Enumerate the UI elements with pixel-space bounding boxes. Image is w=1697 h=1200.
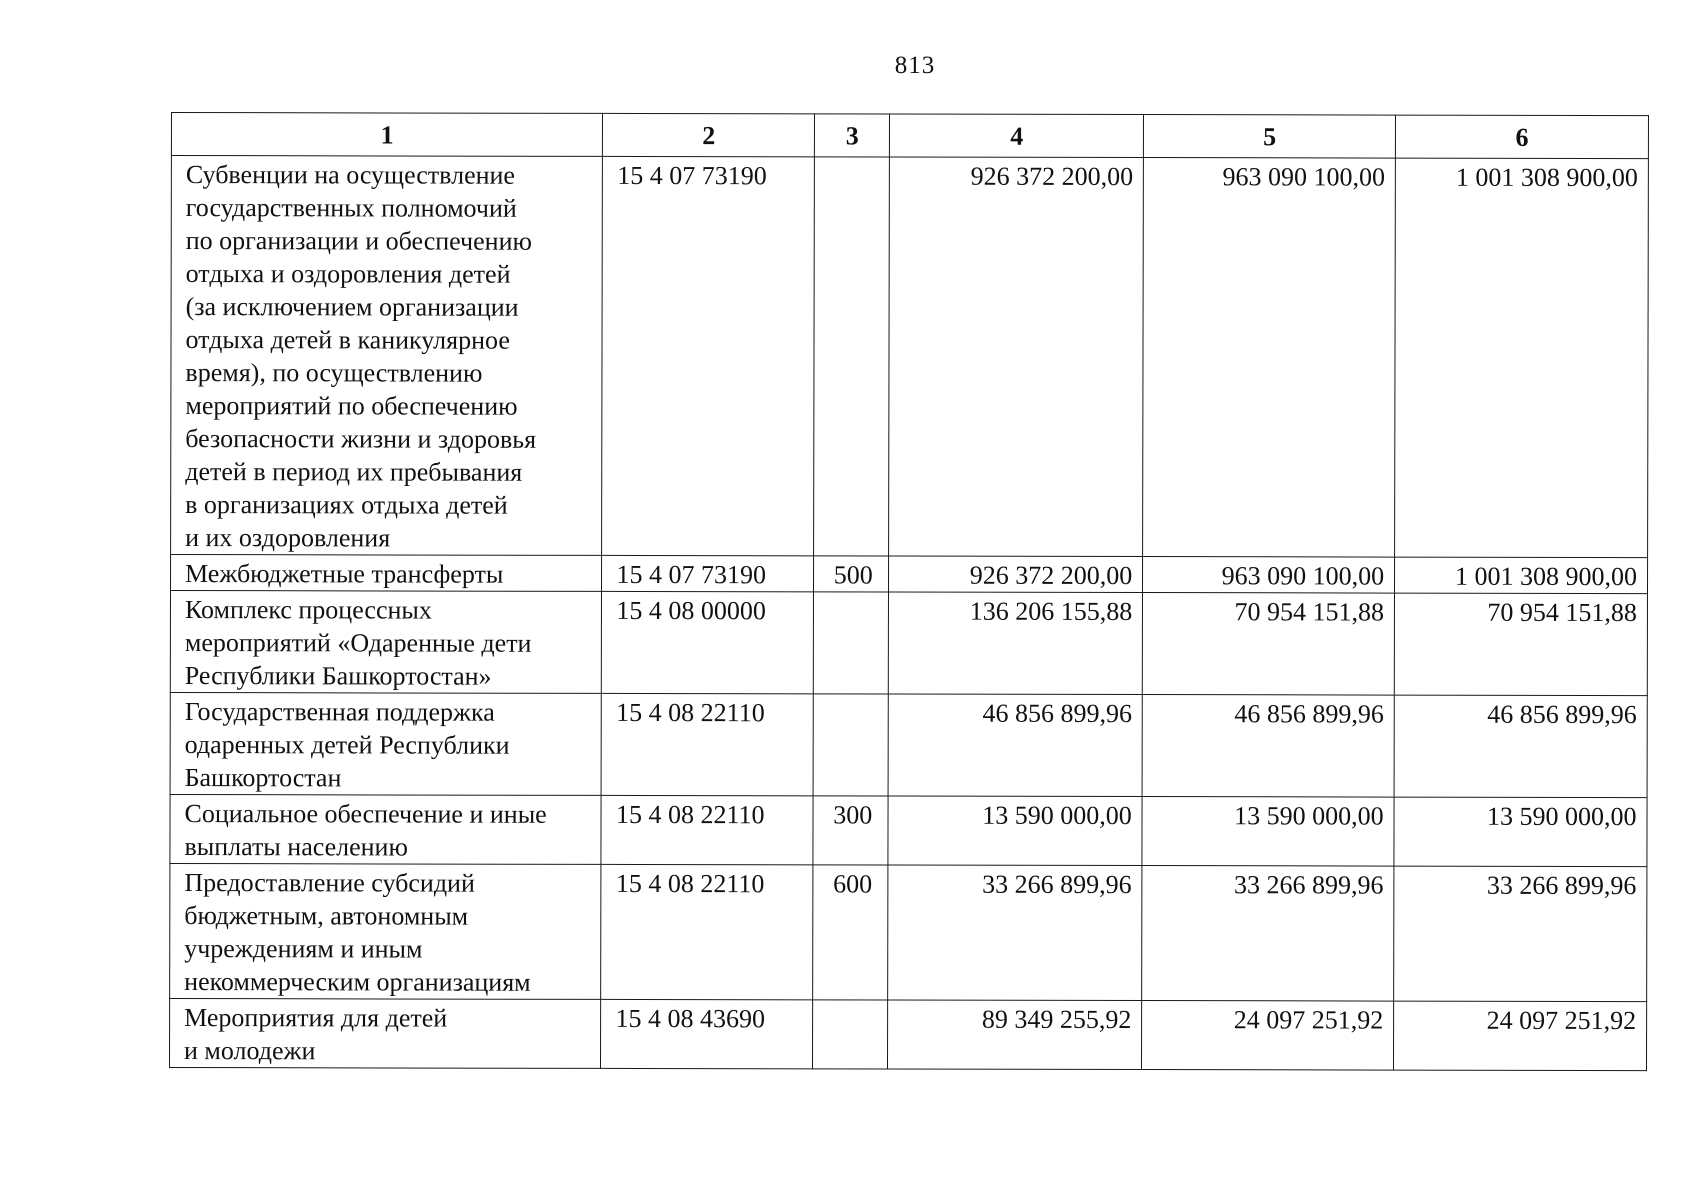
- row-name-line: Межбюджетные трансферты: [185, 559, 504, 589]
- column-header-3: 3: [815, 114, 890, 157]
- row-name-line: выплаты населению: [184, 832, 408, 862]
- row-name-line: время), по осуществлению: [185, 358, 483, 388]
- row-name: [170, 794, 602, 864]
- row-name-line: отдыха детей в каникулярное: [185, 325, 510, 355]
- row-name-line: Мероприятия для детей: [184, 1003, 448, 1033]
- row-value-col5: 963 090 100,00: [1143, 557, 1395, 594]
- table-row: [170, 794, 1647, 866]
- row-value-col4: 89 349 255,92: [888, 1000, 1142, 1070]
- row-expense-type: 300: [813, 796, 888, 865]
- table-row: [170, 863, 1647, 1001]
- row-name-line: одаренных детей Республики: [184, 730, 510, 760]
- row-code: 15 4 08 22110: [601, 795, 813, 864]
- row-value-col4: 926 372 200,00: [889, 556, 1143, 593]
- row-name-line: безопасности жизни и здоровья: [185, 424, 537, 454]
- budget-table: [169, 112, 1649, 1071]
- row-name-line: (за исключением организации: [185, 292, 519, 322]
- row-code: 15 4 08 00000: [602, 591, 814, 693]
- row-name: [169, 998, 601, 1068]
- row-value-col6: 13 590 000,00: [1394, 797, 1647, 867]
- row-name: [170, 591, 602, 694]
- row-name-line: некоммерческим организациям: [184, 967, 531, 997]
- row-name-line: учреждениям и иным: [184, 934, 423, 964]
- row-name-line: Предоставление субсидий: [184, 868, 475, 898]
- row-value-col4: 926 372 200,00: [889, 157, 1144, 557]
- row-value-col5: 33 266 899,96: [1142, 866, 1394, 1002]
- row-value-col5: 46 856 899,96: [1142, 695, 1394, 798]
- column-header-4: 4: [890, 114, 1144, 158]
- row-expense-type: 500: [814, 556, 889, 592]
- row-value-col6: 1 001 308 900,00: [1395, 158, 1649, 558]
- row-expense-type: [813, 1000, 888, 1069]
- column-header-6: 6: [1396, 115, 1649, 159]
- page-number: 813: [894, 52, 936, 79]
- row-name-line: Государственная поддержка: [184, 697, 495, 727]
- row-name-line: государственных полномочий: [185, 193, 517, 223]
- row-value-col4: 33 266 899,96: [888, 865, 1142, 1001]
- column-header-5: 5: [1144, 115, 1396, 159]
- row-value-col5: 963 090 100,00: [1143, 158, 1396, 558]
- row-name: [170, 692, 602, 795]
- row-value-col5: 24 097 251,92: [1142, 1001, 1394, 1071]
- row-name-line: по организации и обеспечению: [185, 226, 532, 256]
- row-value-col4: 46 856 899,96: [888, 694, 1142, 797]
- table-row: [170, 555, 1647, 594]
- row-name-line: детей в период их пребывания: [185, 457, 523, 487]
- row-value-col4: 13 590 000,00: [888, 796, 1142, 866]
- row-value-col6: 1 001 308 900,00: [1395, 557, 1648, 594]
- row-code: 15 4 07 73190: [602, 555, 814, 591]
- table-row: [170, 591, 1647, 696]
- row-name: [170, 555, 602, 592]
- table-row: [171, 156, 1649, 558]
- table-row: [170, 692, 1647, 797]
- row-value-col5: 70 954 151,88: [1143, 593, 1395, 696]
- header-row: [171, 113, 1648, 159]
- row-name-line: Социальное обеспечение и иные: [184, 799, 547, 829]
- row-value-col6: 24 097 251,92: [1394, 1001, 1647, 1071]
- row-name-line: бюджетным, автономным: [184, 901, 469, 931]
- row-value-col6: 70 954 151,88: [1394, 593, 1647, 696]
- row-expense-type: [814, 157, 890, 556]
- column-header-1: 1: [171, 113, 603, 157]
- row-name-line: и их оздоровления: [185, 523, 391, 553]
- row-name-line: в организациях отдыха детей: [185, 490, 508, 520]
- row-expense-type: [813, 694, 888, 796]
- row-code: 15 4 07 73190: [602, 156, 815, 555]
- row-value-col5: 13 590 000,00: [1142, 797, 1394, 867]
- row-name-line: Комплекс процессных: [184, 595, 432, 625]
- row-value-col4: 136 206 155,88: [889, 592, 1143, 695]
- row-name-line: Субвенции на осуществление: [185, 160, 516, 190]
- column-header-2: 2: [603, 113, 815, 156]
- row-name: [170, 863, 602, 999]
- row-expense-type: [813, 592, 888, 694]
- row-expense-type: 600: [813, 865, 889, 1000]
- row-name: [171, 156, 603, 556]
- row-value-col6: 46 856 899,96: [1394, 695, 1647, 798]
- row-value-col6: 33 266 899,96: [1394, 866, 1647, 1002]
- row-code: 15 4 08 43690: [601, 999, 813, 1068]
- row-name-line: мероприятий «Одаренные дети: [184, 628, 532, 658]
- row-code: 15 4 08 22110: [602, 693, 814, 795]
- row-name-line: Башкортостан: [184, 763, 342, 793]
- row-name-line: Республики Башкортостан»: [184, 661, 492, 691]
- row-code: 15 4 08 22110: [601, 864, 813, 999]
- row-name-line: и молодежи: [184, 1036, 316, 1066]
- row-name-line: отдыха и оздоровления детей: [185, 259, 511, 289]
- table-row: [169, 998, 1646, 1070]
- row-name-line: мероприятий по обеспечению: [185, 391, 518, 421]
